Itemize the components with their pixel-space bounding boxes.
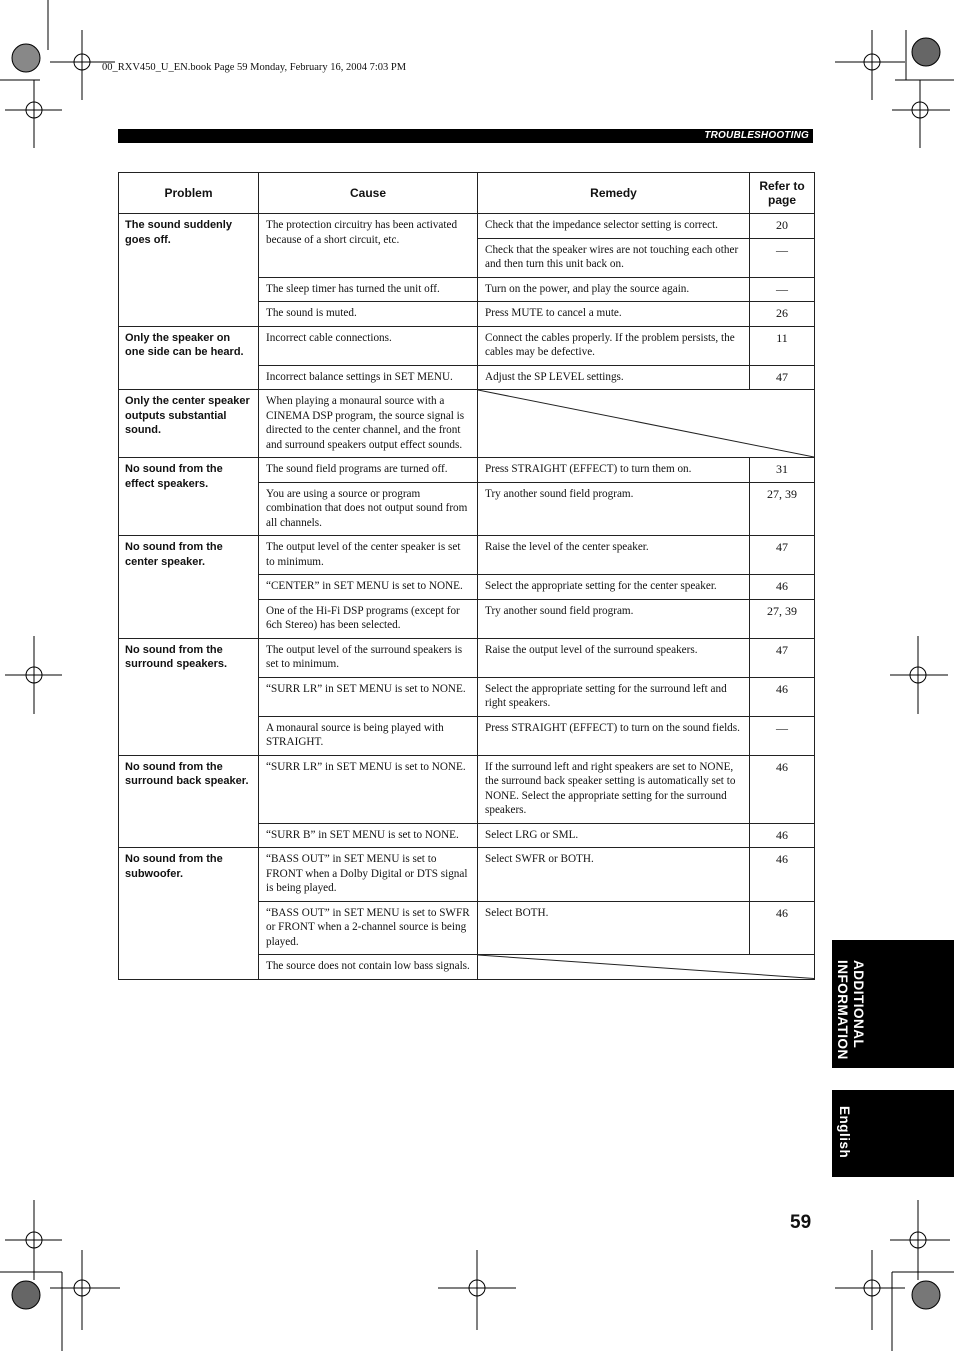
cause-cell: “BASS OUT” in SET MENU is set to FRONT when a Dolby Digital or DTS signal is being played. bbox=[259, 848, 478, 902]
table-body bbox=[119, 214, 815, 980]
remedy-cell: Check that the speaker wires are not touching each other and then turn this unit back on. bbox=[478, 238, 750, 277]
cause-cell: The output level of the center speaker is set to minimum. bbox=[259, 536, 478, 575]
side-tab-section-label: ADDITIONAL INFORMATION bbox=[835, 960, 866, 1060]
cause-cell: You are using a source or program combination that does not output sound from all channels. bbox=[259, 482, 478, 536]
page-ref-cell: 46 bbox=[750, 755, 815, 823]
cause-cell: A monaural source is being played with STRAIGHT. bbox=[259, 716, 478, 755]
page-ref-cell: — bbox=[750, 238, 815, 277]
remedy-cell: Connect the cables properly. If the problem persists, the cables may be defective. bbox=[478, 326, 750, 365]
remedy-cell: Try another sound field program. bbox=[478, 599, 750, 638]
problem-cell: The sound suddenly goes off. bbox=[119, 214, 259, 327]
cause-cell: When playing a monaural source with a CINEMA DSP program, the source signal is directed to the center channel, and the front and surround speakers output effect sounds. bbox=[259, 390, 478, 458]
cause-cell: The sleep timer has turned the unit off. bbox=[259, 277, 478, 302]
remedy-cell: If the surround left and right speakers are set to NONE, the surround back speaker setting is automatically set to NONE. Select the appropriate setting for the surround speakers. bbox=[478, 755, 750, 823]
empty-remedy-cell bbox=[478, 955, 815, 980]
table-row bbox=[119, 458, 815, 483]
table-row bbox=[119, 848, 815, 902]
remedy-cell: Press STRAIGHT (EFFECT) to turn on the sound fields. bbox=[478, 716, 750, 755]
table-row bbox=[119, 326, 815, 365]
table-row bbox=[119, 214, 815, 239]
header-remedy: Remedy bbox=[478, 173, 750, 214]
page-ref-cell: — bbox=[750, 716, 815, 755]
page-ref-cell: — bbox=[750, 277, 815, 302]
page-ref-cell: 46 bbox=[750, 677, 815, 716]
page-number: 59 bbox=[790, 1212, 812, 1233]
print-header: 00_RXV450_U_EN.book Page 59 Monday, February 16, 2004 7:03 PM bbox=[102, 62, 407, 73]
cause-cell: “CENTER” in SET MENU is set to NONE. bbox=[259, 575, 478, 600]
cause-cell: The output level of the surround speakers is set to minimum. bbox=[259, 638, 478, 677]
cause-cell: “SURR LR” in SET MENU is set to NONE. bbox=[259, 755, 478, 823]
remedy-cell: Check that the impedance selector setting is correct. bbox=[478, 214, 750, 239]
table-row bbox=[119, 390, 815, 458]
empty-remedy-cell bbox=[478, 390, 815, 458]
page-ref-cell: 31 bbox=[750, 458, 815, 483]
cause-cell: Incorrect balance settings in SET MENU. bbox=[259, 365, 478, 390]
section-title: TROUBLESHOOTING bbox=[704, 130, 809, 141]
header-problem: Problem bbox=[119, 173, 259, 214]
cause-cell: “SURR B” in SET MENU is set to NONE. bbox=[259, 823, 478, 848]
cause-cell: The protection circuitry has been activated because of a short circuit, etc. bbox=[259, 214, 478, 278]
remedy-cell: Select BOTH. bbox=[478, 901, 750, 955]
cause-cell: The sound field programs are turned off. bbox=[259, 458, 478, 483]
remedy-cell: Select the appropriate setting for the center speaker. bbox=[478, 575, 750, 600]
table-row bbox=[119, 536, 815, 575]
cause-cell: Incorrect cable connections. bbox=[259, 326, 478, 365]
diagonal-strike bbox=[478, 955, 814, 979]
page-ref-cell: 11 bbox=[750, 326, 815, 365]
problem-cell: No sound from the center speaker. bbox=[119, 536, 259, 639]
remedy-cell: Press MUTE to cancel a mute. bbox=[478, 302, 750, 327]
cause-cell: “SURR LR” in SET MENU is set to NONE. bbox=[259, 677, 478, 716]
table-row bbox=[119, 755, 815, 823]
page-ref-cell: 46 bbox=[750, 848, 815, 902]
header-refer-to-page: Refer to page bbox=[750, 173, 815, 214]
page-ref-cell: 27, 39 bbox=[750, 599, 815, 638]
remedy-cell: Try another sound field program. bbox=[478, 482, 750, 536]
remedy-cell: Select LRG or SML. bbox=[478, 823, 750, 848]
problem-cell: No sound from the subwoofer. bbox=[119, 848, 259, 980]
cause-cell: The sound is muted. bbox=[259, 302, 478, 327]
problem-cell: No sound from the effect speakers. bbox=[119, 458, 259, 536]
page-ref-cell: 26 bbox=[750, 302, 815, 327]
section-header-bar bbox=[118, 129, 813, 143]
page-ref-cell: 47 bbox=[750, 536, 815, 575]
page-ref-cell: 46 bbox=[750, 575, 815, 600]
side-tab-additional-information bbox=[832, 940, 954, 1068]
cause-cell: The source does not contain low bass signals. bbox=[259, 955, 478, 980]
page-ref-cell: 27, 39 bbox=[750, 482, 815, 536]
remedy-cell: Select SWFR or BOTH. bbox=[478, 848, 750, 902]
page-ref-cell: 46 bbox=[750, 901, 815, 955]
remedy-cell: Select the appropriate setting for the surround left and right speakers. bbox=[478, 677, 750, 716]
problem-cell: Only the center speaker outputs substantial sound. bbox=[119, 390, 259, 458]
header-cause: Cause bbox=[259, 173, 478, 214]
diagonal-strike bbox=[478, 390, 814, 457]
page-ref-cell: 20 bbox=[750, 214, 815, 239]
troubleshooting-table bbox=[118, 172, 815, 980]
side-tab-language-label: English bbox=[837, 1106, 852, 1159]
remedy-cell: Turn on the power, and play the source again. bbox=[478, 277, 750, 302]
page-ref-cell: 47 bbox=[750, 638, 815, 677]
remedy-cell: Adjust the SP LEVEL settings. bbox=[478, 365, 750, 390]
page-ref-cell: 47 bbox=[750, 365, 815, 390]
side-tab-english bbox=[832, 1090, 954, 1177]
problem-cell: No sound from the surround back speaker. bbox=[119, 755, 259, 848]
problem-cell: No sound from the surround speakers. bbox=[119, 638, 259, 755]
remedy-cell: Press STRAIGHT (EFFECT) to turn them on. bbox=[478, 458, 750, 483]
problem-cell: Only the speaker on one side can be heard. bbox=[119, 326, 259, 390]
page-ref-cell: 46 bbox=[750, 823, 815, 848]
table-header-row bbox=[119, 173, 815, 214]
cause-cell: “BASS OUT” in SET MENU is set to SWFR or FRONT when a 2-channel source is being played. bbox=[259, 901, 478, 955]
remedy-cell: Raise the output level of the surround speakers. bbox=[478, 638, 750, 677]
remedy-cell: Raise the level of the center speaker. bbox=[478, 536, 750, 575]
table-row bbox=[119, 638, 815, 677]
cause-cell: One of the Hi-Fi DSP programs (except for 6ch Stereo) has been selected. bbox=[259, 599, 478, 638]
